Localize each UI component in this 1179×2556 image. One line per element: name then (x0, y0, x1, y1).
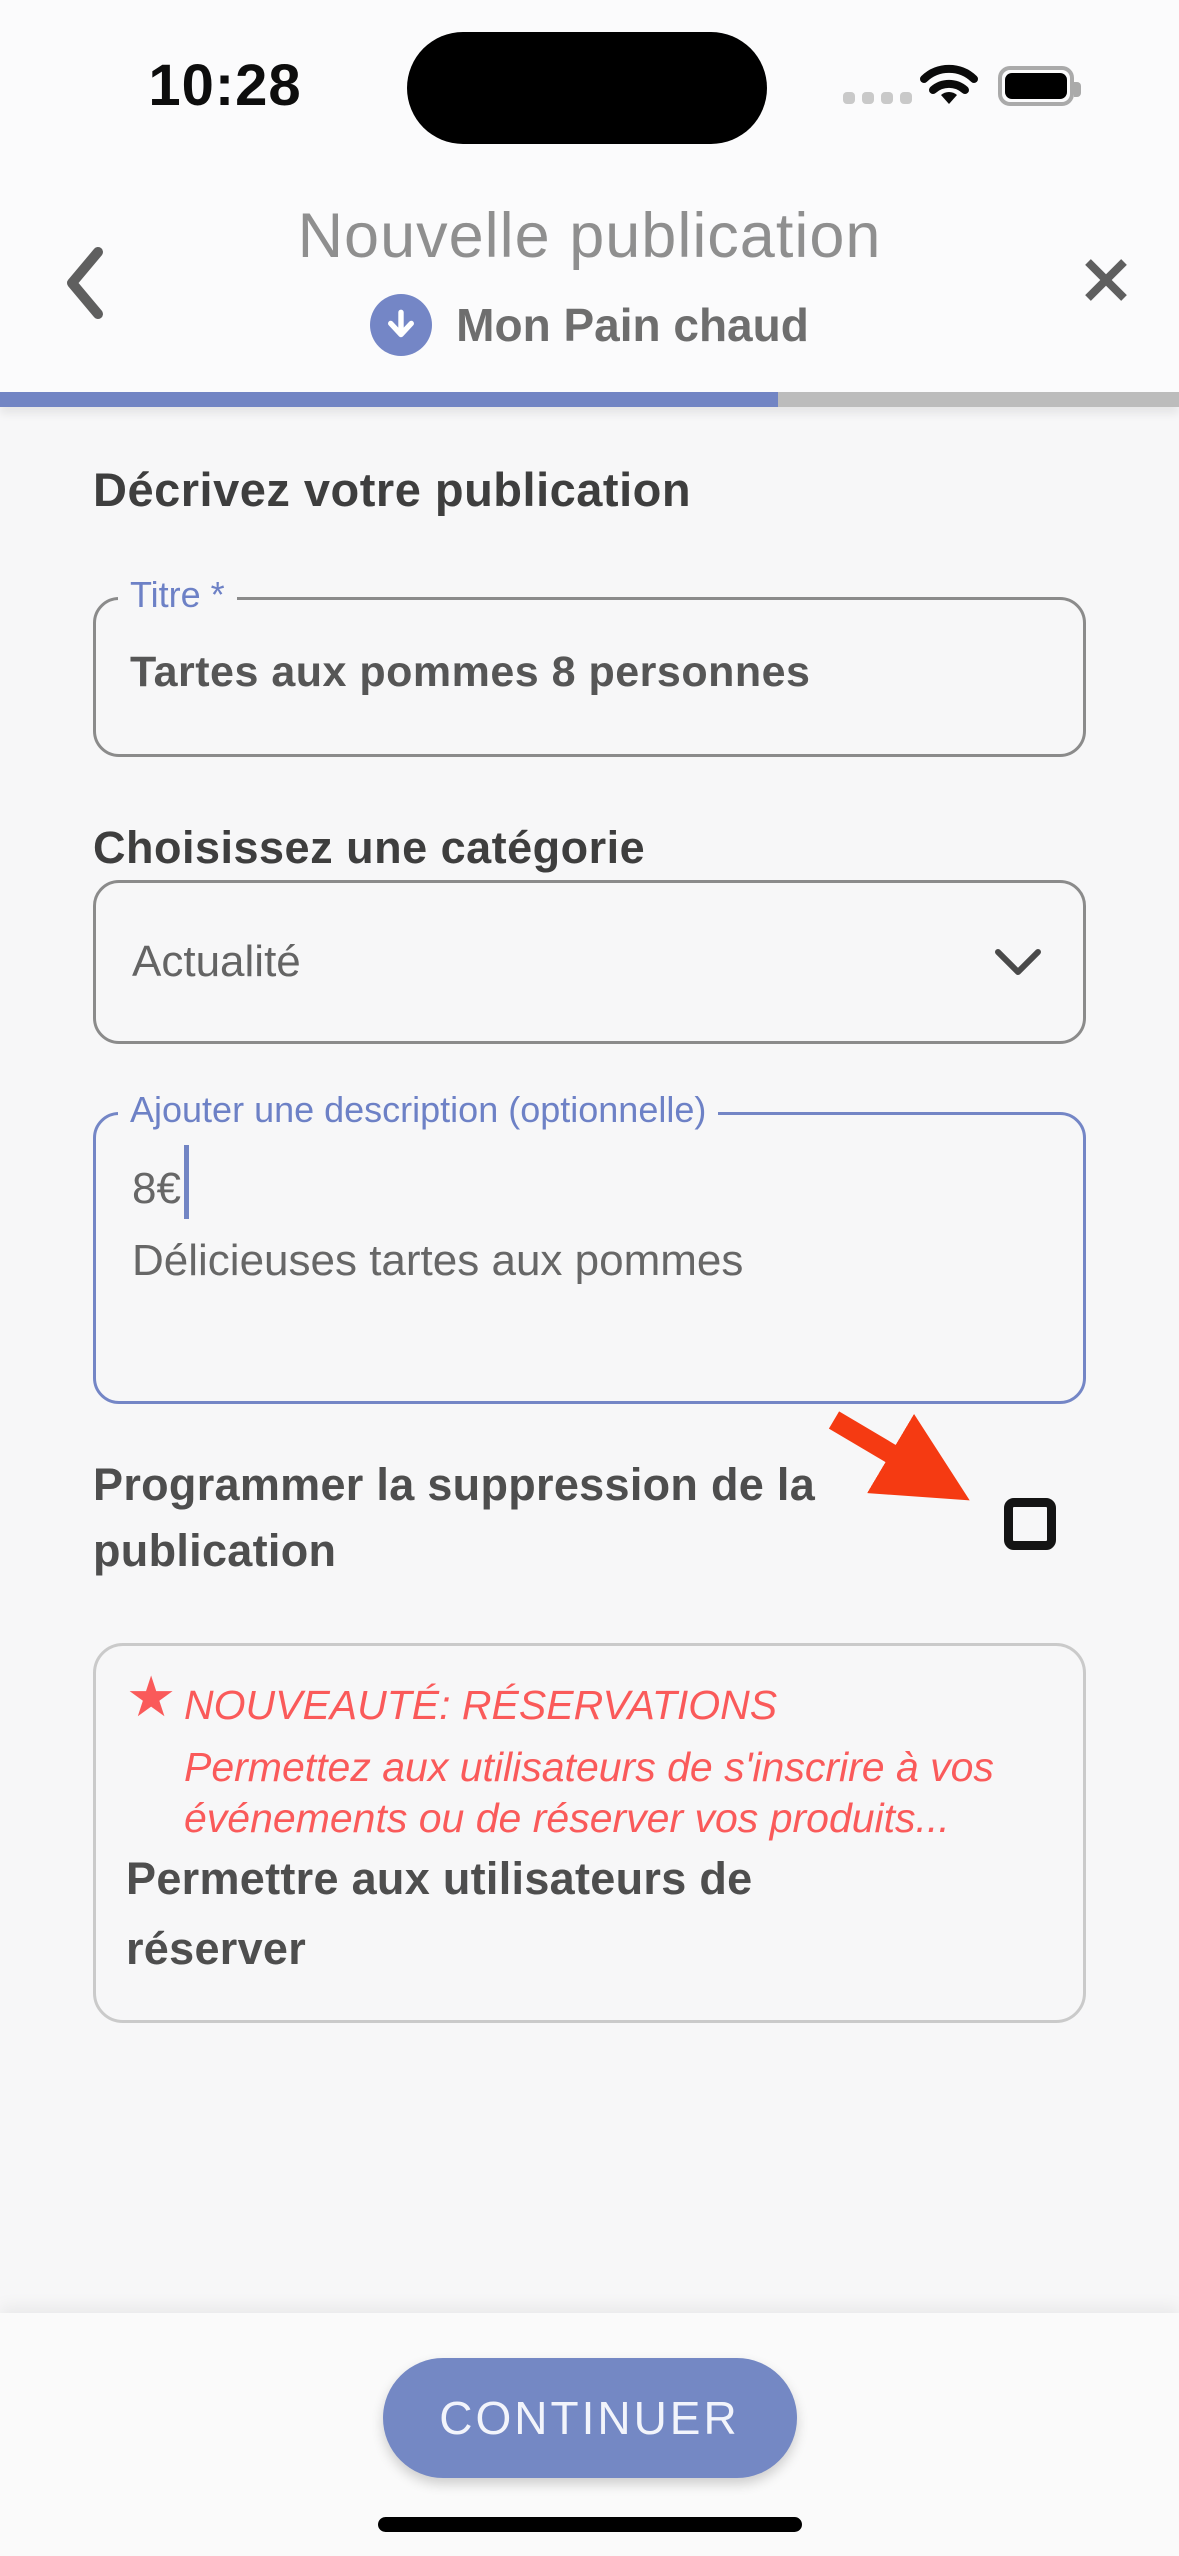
continue-button[interactable]: CONTINUER (383, 2358, 797, 2478)
status-time: 10:28 (148, 53, 302, 118)
schedule-deletion-checkbox[interactable] (1004, 1498, 1056, 1550)
page-title: Nouvelle publication (297, 201, 882, 271)
chevron-down-icon (993, 947, 1043, 982)
reservation-card (93, 1643, 1086, 2023)
description-field-label: Ajouter une description (optionnelle) (118, 1089, 718, 1131)
description-field[interactable] (93, 1089, 1086, 1404)
download-arrow-icon (370, 294, 432, 356)
progress-bar-fill (0, 392, 778, 407)
allow-reservation-label: Permettre aux utilisateurs de réserver (126, 1853, 753, 1974)
title-field-label: Titre * (118, 574, 237, 616)
title-field-value: Tartes aux pommes 8 personnes (130, 648, 811, 696)
header (0, 0, 1179, 392)
category-select[interactable] (93, 880, 1086, 1044)
progress-bar (0, 392, 1179, 407)
footer (0, 2313, 1179, 2556)
battery-icon (998, 66, 1074, 106)
description-field-value: 8€ Délicieuses tartes aux pommes (132, 1145, 743, 1297)
category-heading: Choisissez une catégorie (93, 822, 646, 873)
account-name: Mon Pain chaud (456, 299, 809, 351)
dynamic-island (407, 32, 767, 144)
reservation-badge-title: NOUVEAUTÉ: RÉSERVATIONS (184, 1682, 778, 1728)
cellular-signal-icon (843, 92, 912, 104)
title-field[interactable] (93, 574, 1086, 757)
wifi-icon (920, 62, 978, 113)
schedule-deletion-label: Programmer la suppression de la publication (93, 1459, 816, 1576)
section-heading: Décrivez votre publication (93, 463, 692, 516)
account-row[interactable] (0, 294, 1179, 356)
text-cursor (184, 1145, 189, 1219)
category-selected-value: Actualité (132, 937, 301, 986)
reservation-badge-text: Permettez aux utilisateurs de s'inscrire à vos événements ou de réserver vos produits... (184, 1744, 994, 1841)
star-icon: ★ (126, 1665, 177, 1728)
home-indicator[interactable] (378, 2517, 802, 2532)
